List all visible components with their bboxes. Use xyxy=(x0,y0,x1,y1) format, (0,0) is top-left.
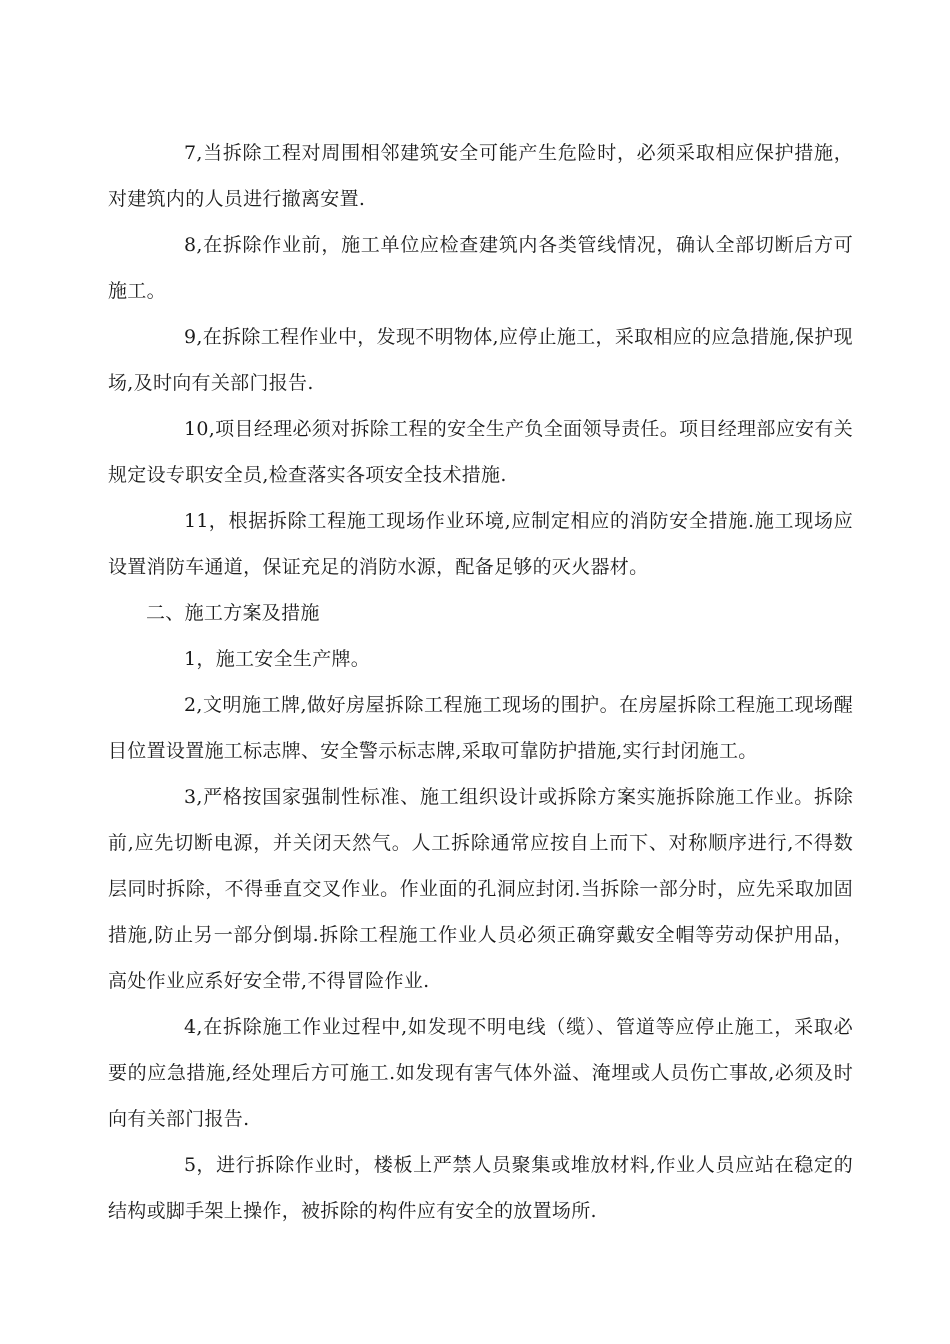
heading-text: 二、施工方案及措施 xyxy=(146,602,320,624)
item-number: 3, xyxy=(184,786,203,808)
paragraph-text: 根据拆除工程施工现场作业环境,应制定相应的消防安全措施.施工现场应设置消防车通道，保证充足的消防水源，配备足够的灭火器材。 xyxy=(108,510,853,578)
paragraph-3 xyxy=(108,774,853,1004)
item-number: 2, xyxy=(184,694,203,716)
paragraph-2 xyxy=(108,682,853,774)
paragraph-1 xyxy=(108,636,853,682)
paragraph-text: 当拆除工程对周围相邻建筑安全可能产生危险时，必须采取相应保护措施，对建筑内的人员进行撤离安置. xyxy=(108,142,853,210)
item-number: 7, xyxy=(184,142,203,164)
paragraph-7 xyxy=(108,130,853,222)
item-number: 11， xyxy=(184,510,229,532)
item-number: 8, xyxy=(184,234,203,256)
item-number: 4, xyxy=(184,1016,203,1038)
section-heading xyxy=(108,590,853,636)
paragraph-8 xyxy=(108,222,853,314)
item-number: 10, xyxy=(184,418,216,440)
item-number: 5， xyxy=(184,1154,216,1176)
item-number: 9, xyxy=(184,326,203,348)
paragraph-text: 项目经理必须对拆除工程的安全生产负全面领导责任。项目经理部应安有关规定设专职安全员,检查落实各项安全技术措施. xyxy=(108,418,853,486)
item-number: 1， xyxy=(184,648,216,670)
paragraph-text: 文明施工牌,做好房屋拆除工程施工现场的围护。在房屋拆除工程施工现场醒目位置设置施工标志牌、安全警示标志牌,采取可靠防护措施,实行封闭施工。 xyxy=(108,694,853,762)
document-body xyxy=(108,130,853,1234)
paragraph-text: 严格按国家强制性标准、施工组织设计或拆除方案实施拆除施工作业。拆除前,应先切断电源，并关闭天然气。人工拆除通常应按自上而下、对称顺序进行,不得数层同时拆除，不得垂直交叉作业。作业面的孔洞应封闭.当拆除一部分时，应先采取加固措施,防止另一部分倒塌.拆除工程施工作业人员必须正确穿戴安全帽等劳动保护用品，高处作业应系好安全带,不得冒险作业. xyxy=(108,786,853,992)
paragraph-text: 进行拆除作业时，楼板上严禁人员聚集或堆放材料,作业人员应站在稳定的结构或脚手架上操作，被拆除的构件应有安全的放置场所. xyxy=(108,1154,853,1222)
paragraph-text: 施工安全生产牌。 xyxy=(215,648,371,670)
paragraph-10 xyxy=(108,406,853,498)
paragraph-4 xyxy=(108,1004,853,1142)
paragraph-text: 在拆除工程作业中，发现不明物体,应停止施工，采取相应的应急措施,保护现场,及时向有关部门报告. xyxy=(108,326,853,394)
paragraph-9 xyxy=(108,314,853,406)
paragraph-text: 在拆除作业前，施工单位应检查建筑内各类管线情况，确认全部切断后方可施工。 xyxy=(108,234,853,302)
paragraph-5 xyxy=(108,1142,853,1234)
paragraph-11 xyxy=(108,498,853,590)
paragraph-text: 在拆除施工作业过程中,如发现不明电线（缆）、管道等应停止施工，采取必要的应急措施,经处理后方可施工.如发现有害气体外溢、淹埋或人员伤亡事故,必须及时向有关部门报告. xyxy=(108,1016,853,1130)
